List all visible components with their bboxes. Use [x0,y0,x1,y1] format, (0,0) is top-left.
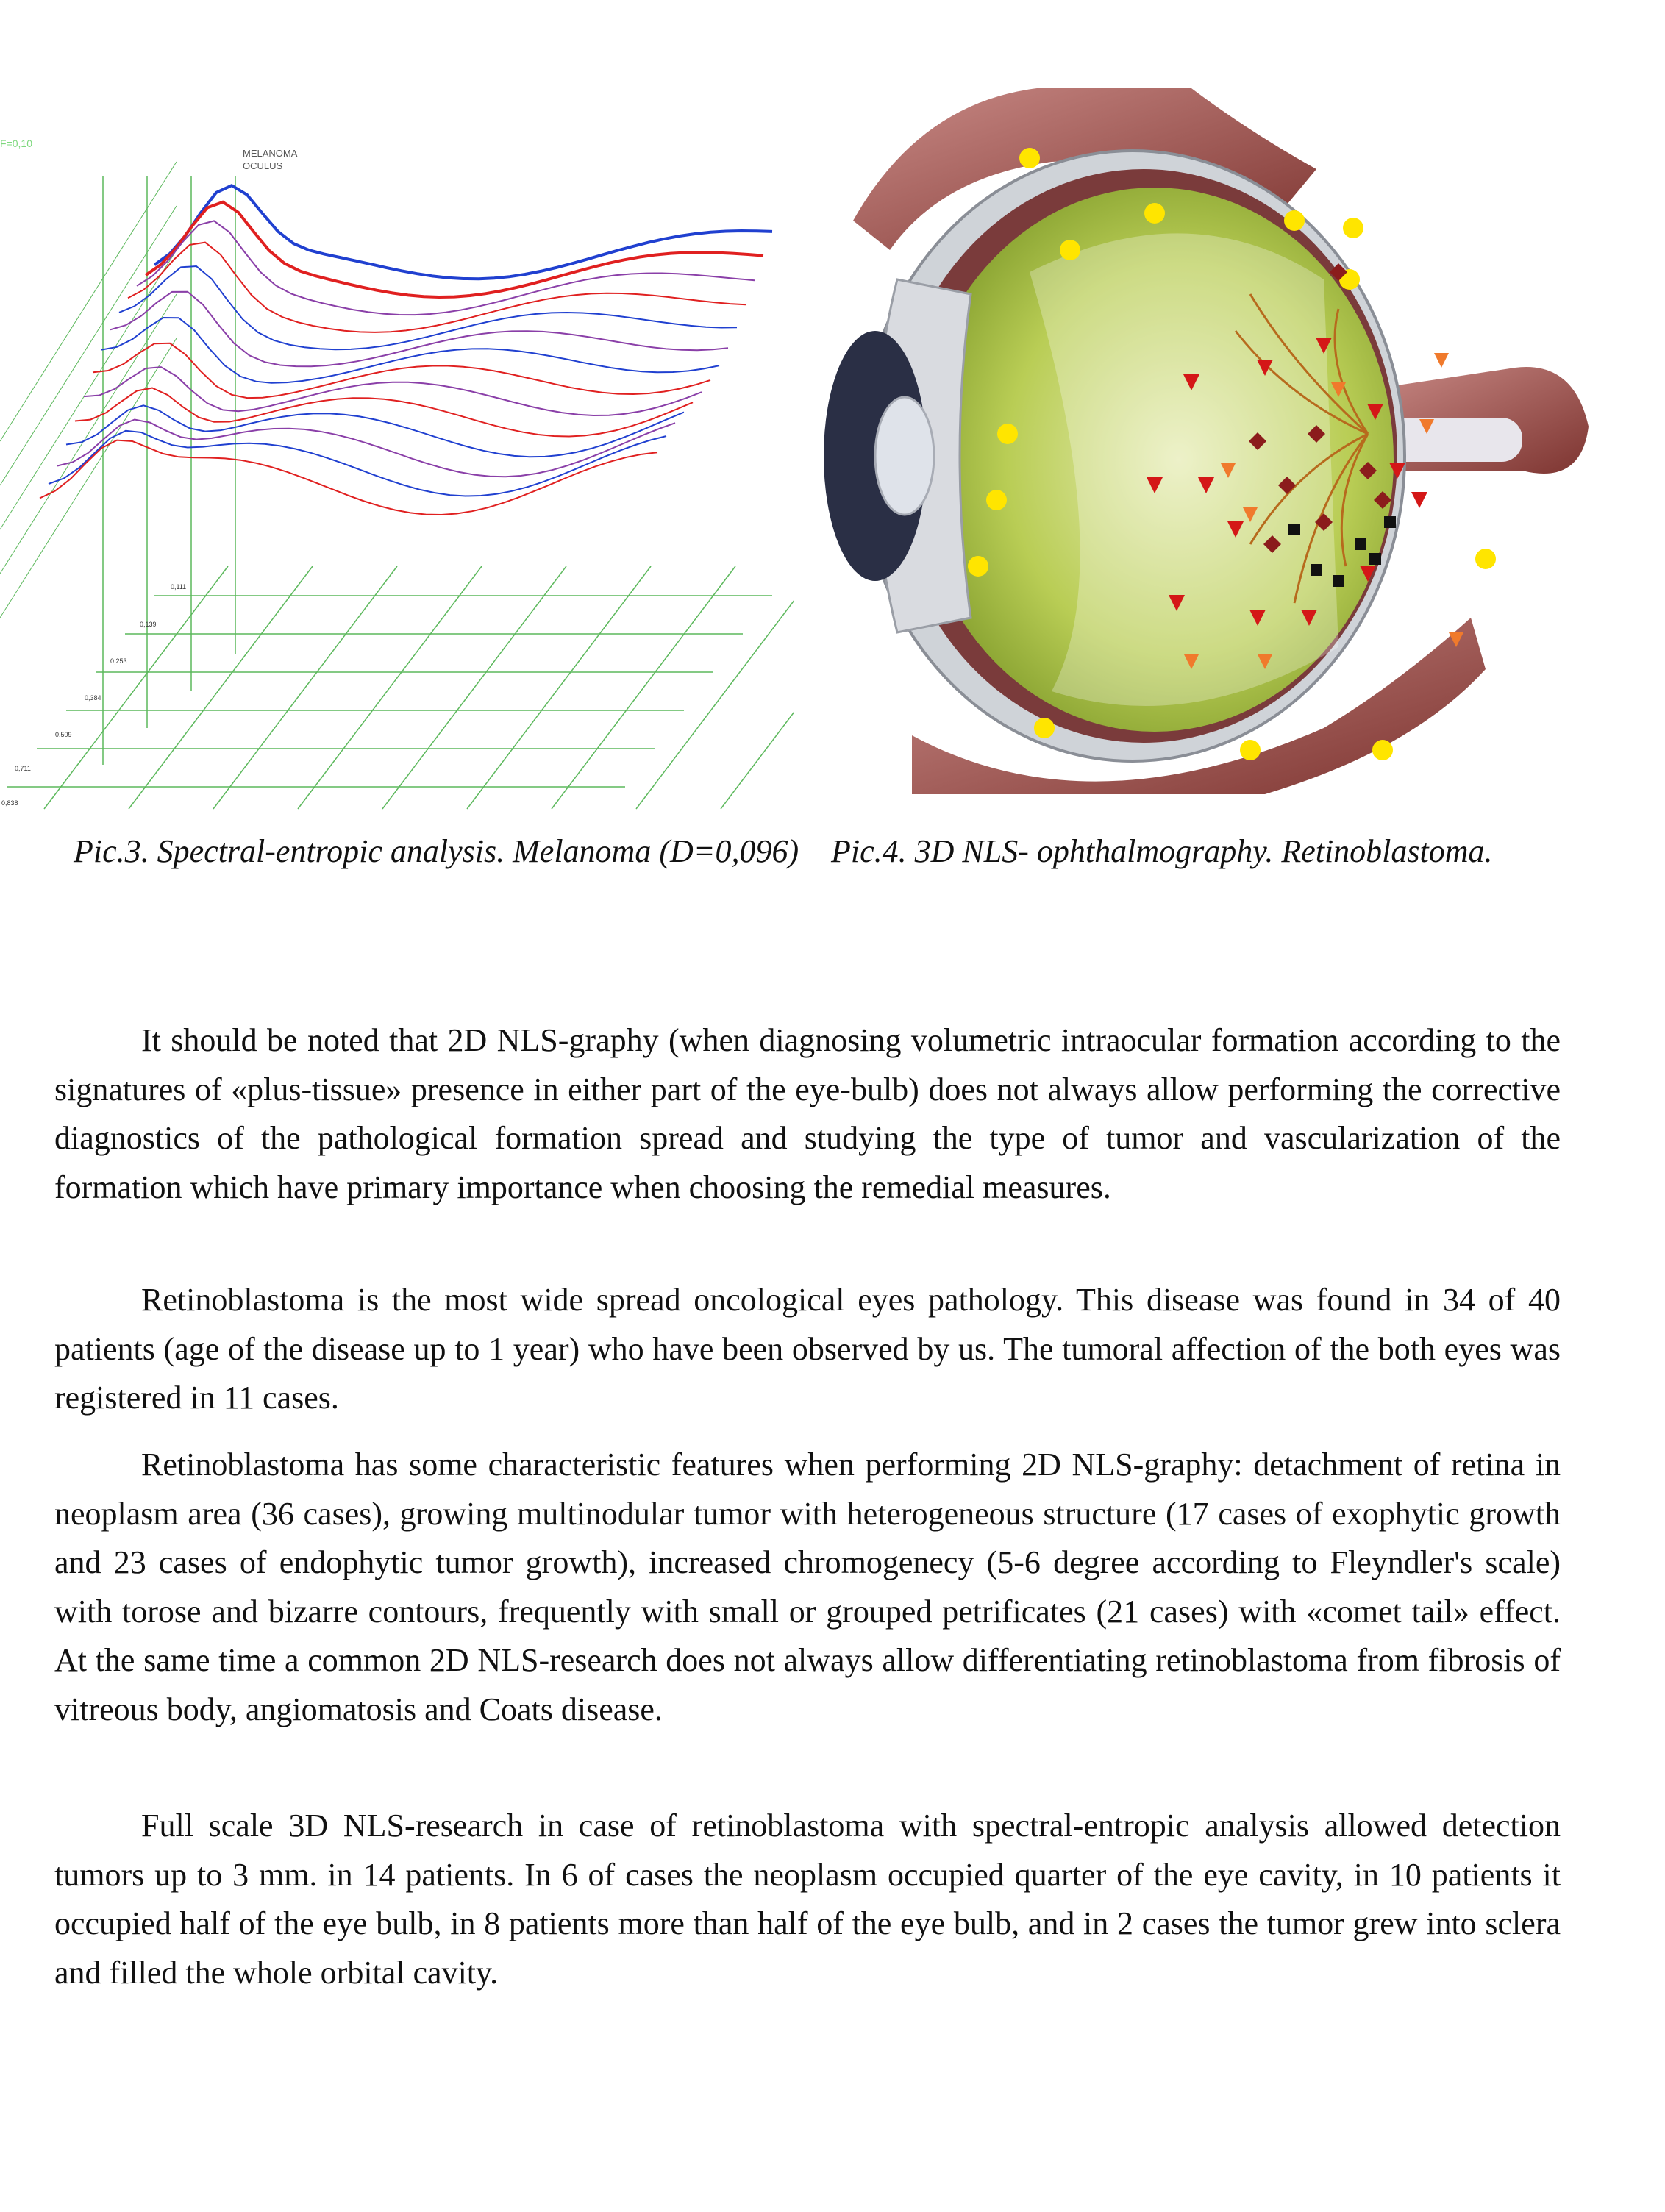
grid-line [0,294,177,574]
grid-line [213,566,397,809]
spectral-lines [40,185,772,515]
chart-title-line2: OCULUS [243,160,283,171]
vitreous-highlight [1030,233,1338,706]
figure-4-caption: Pic.4. 3D NLS- ophthalmography. Retinoblastoma. [831,833,1493,869]
spectral-curve [154,185,772,279]
spectral-curve [119,266,737,349]
peak-label: 0,111 [171,583,187,591]
yellow-marker [1372,740,1393,760]
grid-line [0,338,177,618]
chart-grid [0,162,794,809]
body-paragraph: Retinoblastoma has some characteristic features when performing 2D NLS-graphy: detachment of retina in neoplasm area (36 cases), growing multinodular tumor with heterogeneous structure (17 cases of exophytic growth and 23 cases of endophytic tumor growth), increased chromogenecy (5-6 degree according to Fleyndler's scale) with torose and bizarre contours, frequently with small or grouped petrificates (21 cases) with «comet tail» effect. At the same time a common 2D NLS-research does not always allow differentiating retinoblastoma from fibrosis of vitreous body, angiomatosis and Coats disease. [54,1446,1561,1727]
yellow-marker [1019,148,1040,168]
grid-line [129,566,313,809]
grid-line [0,250,177,529]
black-marker [1333,575,1344,587]
spectral-curve [101,318,719,383]
grid-line [298,566,482,809]
yellow-marker [1034,718,1055,738]
yellow-marker [1060,240,1080,260]
body-paragraph: It should be noted that 2D NLS-graphy (when diagnosing volumetric intraocular formation according to the signatures of «plus-tissue» presence in either part of the eye-bulb) does not always allow performing the corrective diagnostics of the pathological formation spread and studying the type of tumor and vascularization of the formation which have primary importance when choosing the remedial measures. [54,1022,1561,1205]
black-marker [1384,516,1396,528]
red-marker [1411,492,1427,508]
lens [875,397,934,515]
spectral-curve [66,405,684,457]
axis-tick-label: 0,838 [1,799,18,807]
yellow-marker [986,490,1007,510]
spectral-curve [75,388,693,437]
grid-line [552,566,735,809]
black-marker [1311,564,1322,576]
grid-line [382,566,566,809]
axis-tick-label: 0,139 [140,621,157,628]
grid-line [0,162,177,441]
black-marker [1355,538,1366,550]
yellow-marker [1343,218,1363,238]
grid-line [467,566,651,809]
spectral-curve [137,221,755,315]
axis-tick-label: 0,384 [85,694,101,702]
body-paragraph: Full scale 3D NLS-research in case of retinoblastoma with spectral-entropic analysis allowed detection tumors up to 3 mm. in 14 patients. In 6 of cases the neoplasm occupied quarter of the eye cavity, in 10 patients it occupied half of the eye bulb, in 8 patients more than half of the eye bulb, and in 2 cases the tumor grew into sclera and filled the whole orbital cavity. [54,1808,1561,1991]
spectral-curve [84,367,702,415]
axis-tick-labels [1,621,157,807]
figure-3-caption: Pic.3. Spectral-entropic analysis. Melanoma (D=0,096) [74,833,799,869]
black-marker [1288,524,1300,535]
spectral-curve [146,202,763,297]
yellow-marker [997,424,1018,444]
axis-tick-label: 0,509 [55,731,72,738]
top-left-label: F=0,10 [0,138,32,149]
spectral-entropic-chart [0,132,794,824]
grid-line [44,566,228,809]
axis-tick-label: 0,711 [15,765,31,772]
yellow-marker [1240,740,1261,760]
spectral-curve [40,440,657,515]
yellow-marker [968,556,988,577]
yellow-marker [1475,549,1496,569]
yellow-marker [1284,210,1305,231]
body-paragraph: Retinoblastoma is the most wide spread oncological eyes pathology. This disease was found in 34 of 40 patients (age of the disease up to 1 year) who have been observed by us. The tumoral affection of the both eyes was registered in 11 cases. [54,1282,1561,1416]
grid-line [721,566,794,809]
orange-marker [1434,353,1449,368]
yellow-marker [1144,203,1165,224]
grid-line [636,566,794,809]
axis-tick-label: 0,253 [110,657,127,665]
black-marker [1369,553,1381,565]
eye-3d-illustration [809,88,1589,809]
chart-title-line1: MELANOMA [243,148,298,159]
